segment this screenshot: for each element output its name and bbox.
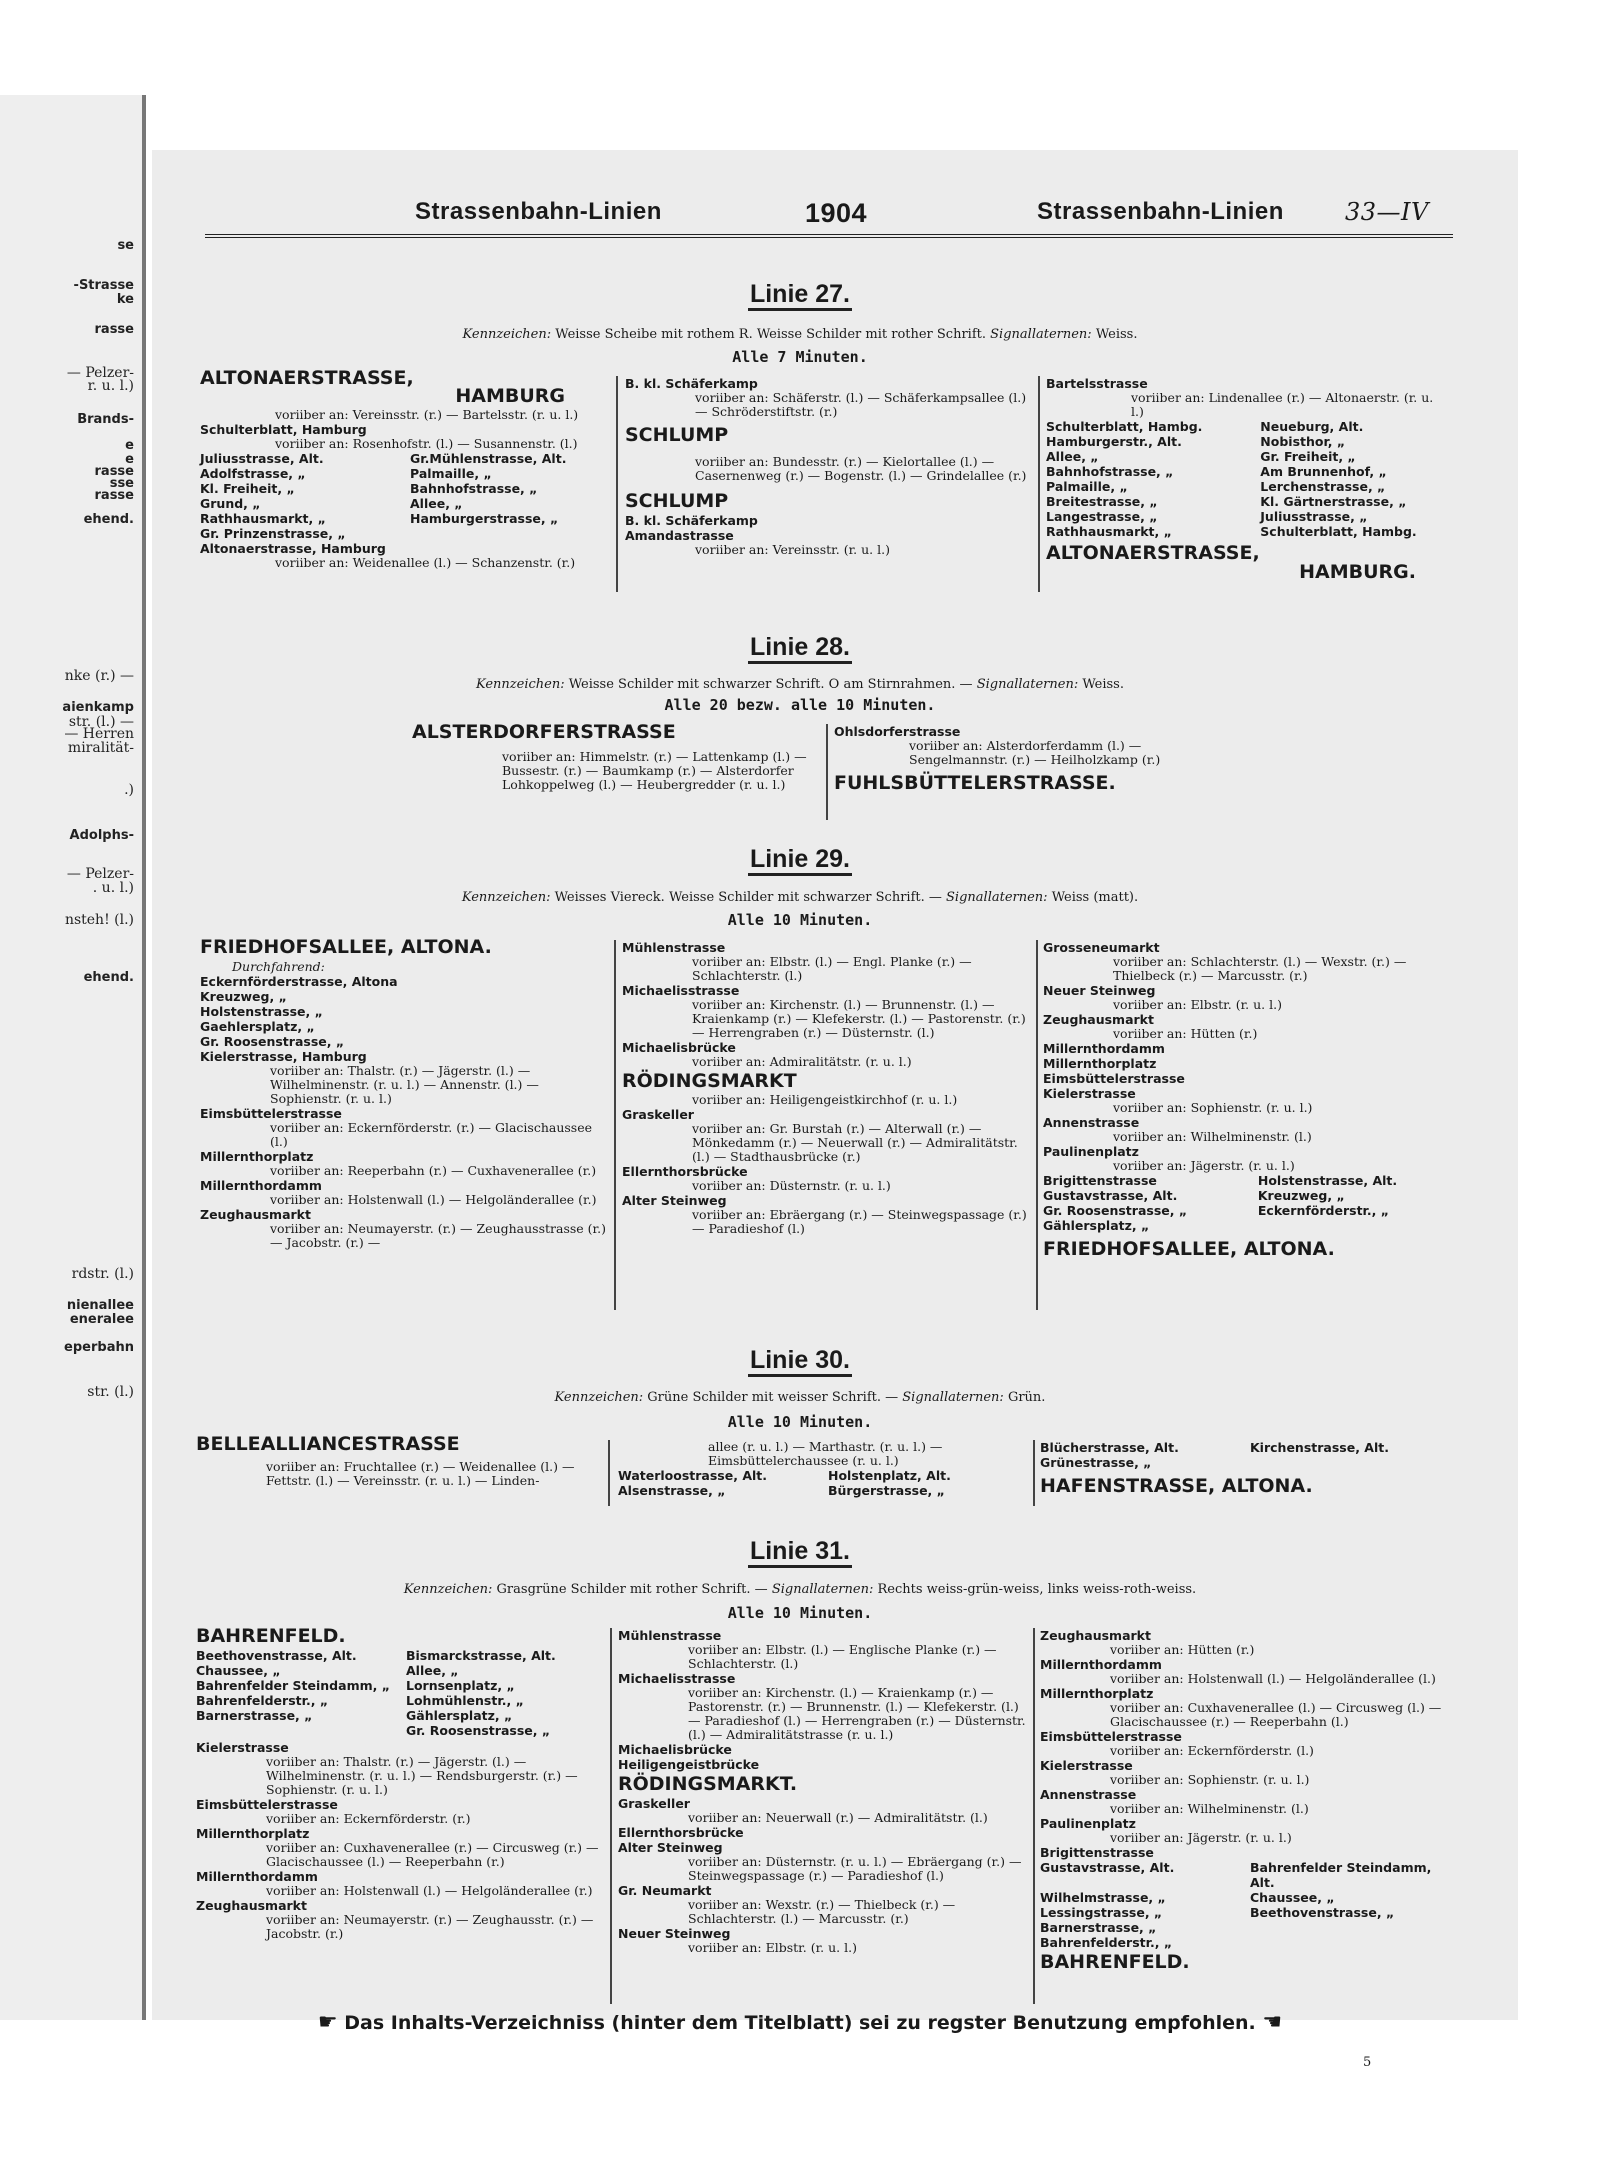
linie-28-col-2 bbox=[834, 724, 1234, 795]
grid-stop: Brigittenstrasse bbox=[1043, 1173, 1157, 1188]
stop: Eimsbüttelerstrasse bbox=[196, 1797, 338, 1812]
spine-fragment: sse bbox=[109, 476, 134, 491]
grid-stop: Gählersplatz, „ bbox=[406, 1708, 513, 1723]
linie-28-col-1 bbox=[412, 720, 822, 792]
stop: Grosseneumarkt bbox=[1043, 940, 1160, 955]
via: voriiber an: Elbstr. (r. u. l.) bbox=[688, 1940, 857, 1955]
column-rule bbox=[610, 1628, 612, 2004]
spine-fragment: r. u. l.) bbox=[87, 378, 134, 394]
start-station: ALSTERDORFERSTRASSE bbox=[412, 721, 676, 743]
via: voriiber an: Cuxhavenerallee (r.) — Circusweg (r.) — Glacischaussee (l.) — Reeperbahn (r.) bbox=[266, 1840, 599, 1869]
stop: Graskeller bbox=[622, 1107, 694, 1122]
linie-29-col-3 bbox=[1043, 940, 1453, 1261]
facing-page-fragment bbox=[0, 95, 146, 2020]
stop: Millernthorplatz bbox=[1043, 1056, 1157, 1071]
stop: Ellernthorsbrücke bbox=[622, 1164, 748, 1179]
grid-stop: Breitestrasse, „ bbox=[1046, 494, 1158, 509]
grid-stop: Barnerstrasse, „ bbox=[1040, 1920, 1157, 1935]
stop: Annenstrasse bbox=[1040, 1787, 1137, 1802]
stop: Kielerstrasse bbox=[196, 1740, 289, 1755]
stop: Zeughausmarkt bbox=[200, 1207, 311, 1222]
start-station: FRIEDHOFSALLEE, ALTONA. bbox=[200, 936, 492, 958]
via: voriiber an: Schäferstr. (l.) — Schäferkampsallee (l.) — Schröderstiftstr. (r.) bbox=[695, 390, 1027, 419]
spine-fragment: — Pelzer- bbox=[66, 866, 134, 882]
grid-stop: Beethovenstrasse, Alt. bbox=[196, 1648, 357, 1663]
spine-fragment: str. (l.) — bbox=[68, 714, 134, 730]
stop: Annenstrasse bbox=[1043, 1115, 1140, 1130]
linie-28-title: Linie 28. bbox=[0, 633, 1600, 662]
stop: Eimsbüttelerstrasse bbox=[200, 1106, 342, 1121]
grid-stop: Kl. Gärtnerstrasse, „ bbox=[1260, 494, 1407, 509]
spine-fragment: Brands- bbox=[77, 412, 134, 427]
spine-fragment: rasse bbox=[94, 322, 134, 337]
stop: Alter Steinweg bbox=[618, 1840, 723, 1855]
spine-fragment: — Herren bbox=[64, 726, 134, 742]
linie-30-col-2 bbox=[618, 1440, 1028, 1498]
grid-stop: Allee, „ bbox=[406, 1663, 459, 1678]
through-stop: Eckernförderstrasse, Altona bbox=[200, 974, 398, 989]
linie-30-kennzeichen: Kennzeichen: Grüne Schilder mit weisser Schrift. — Signallaternen: Grün. bbox=[554, 1390, 1046, 1405]
spine-fragment: eneralee bbox=[69, 1312, 134, 1327]
through-stop: Kreuzweg, „ bbox=[200, 989, 287, 1004]
grid-stop: Langestrasse, „ bbox=[1046, 509, 1158, 524]
via: voriiber an: Vereinsstr. (r.) — Bartelsstr. (r. u. l.) bbox=[275, 407, 579, 422]
via: voriiber an: Jägerstr. (r. u. l.) bbox=[1113, 1158, 1295, 1173]
via: voriiber an: Jägerstr. (r. u. l.) bbox=[1110, 1830, 1292, 1845]
grid-stop: Bismarckstrasse, Alt. bbox=[406, 1648, 556, 1663]
grid-stop: Palmaille, „ bbox=[410, 466, 492, 481]
stop: B. kl. Schäferkamp bbox=[625, 513, 758, 528]
stop: Michaelisbrücke bbox=[622, 1040, 736, 1055]
linie-27-col-2 bbox=[625, 376, 1030, 557]
via: voriiber an: Hütten (r.) bbox=[1113, 1026, 1258, 1041]
spine-fragment: ehend. bbox=[83, 512, 134, 527]
grid-stop bbox=[410, 526, 610, 541]
via: voriiber an: Elbstr. (l.) — Engl. Planke (r.) — Schlachterstr. (l.) bbox=[692, 954, 972, 983]
grid-stop bbox=[1258, 1218, 1453, 1233]
grid-stop: Chaussee, „ bbox=[1250, 1890, 1335, 1905]
grid-stop: Gr. Freiheit, „ bbox=[1260, 449, 1356, 464]
stop: Schulterblatt, Hamburg bbox=[200, 422, 367, 437]
station-bold: RÖDINGSMARKT bbox=[622, 1070, 797, 1092]
spine-fragment: nienallee bbox=[66, 1298, 134, 1313]
grid-stop: Holstenstrasse, Alt. bbox=[1257, 1173, 1398, 1188]
column-rule bbox=[608, 1440, 610, 1506]
via: voriiber an: Thalstr. (r.) — Jägerstr. (l.) — Wilhelminenstr. (r. u. l.) — Rendsburgerstr. (r.) — Sophienstr. (r. u. l.) bbox=[266, 1754, 578, 1797]
stop: Millernthordamm bbox=[1040, 1657, 1162, 1672]
through-stop: Kielerstrasse, Hamburg bbox=[200, 1049, 367, 1064]
stop: Brigittenstrasse bbox=[1040, 1845, 1154, 1860]
linie-31-col-2 bbox=[618, 1628, 1028, 1955]
spine-fragment: str. (l.) bbox=[87, 1384, 134, 1400]
stop: Millernthorplatz bbox=[200, 1149, 314, 1164]
stop: Millernthordamm bbox=[200, 1178, 322, 1193]
spine-fragment: .) bbox=[124, 782, 134, 798]
via: voriiber an: Gr. Burstah (r.) — Alterwall (r.) — Mönkedamm (r.) — Neuerwall (r.) — Admiralitätstr. (l.) — Stadthausbrücke (r.) bbox=[692, 1121, 1018, 1164]
header-year: 1904 bbox=[805, 198, 868, 228]
grid-stop: Hamburgerstrasse, „ bbox=[410, 511, 559, 526]
stop: Kielerstrasse bbox=[1040, 1758, 1133, 1773]
through-stop: Gr. Roosenstrasse, „ bbox=[200, 1034, 345, 1049]
grid-stop: Kl. Freiheit, „ bbox=[200, 481, 295, 496]
via: voriiber an: Holstenwall (l.) — Helgoländerallee (r.) bbox=[266, 1883, 593, 1898]
grid-stop: Lohmühlenstr., „ bbox=[406, 1693, 524, 1708]
via: voriiber an: Sophienstr. (r. u. l.) bbox=[1110, 1772, 1310, 1787]
station-bold: SCHLUMP bbox=[625, 490, 729, 512]
grid-stop: Palmaille, „ bbox=[1046, 479, 1128, 494]
grid-stop: Adolfstrasse, „ bbox=[200, 466, 306, 481]
grid-stop: Allee, „ bbox=[1046, 449, 1099, 464]
grid-stop: Barnerstrasse, „ bbox=[196, 1708, 313, 1723]
linie-27-kennzeichen: Kennzeichen: Weisse Scheibe mit rothem R. Weisse Schilder mit rother Schrift. Signallaternen: Weiss. bbox=[462, 327, 1138, 342]
stop: Millernthordamm bbox=[196, 1869, 318, 1884]
grid-stop: Lornsenplatz, „ bbox=[406, 1678, 515, 1693]
via: voriiber an: Wexstr. (r.) — Thielbeck (r.) — Schlachterstr. (l.) — Marcusstr. (r.) bbox=[688, 1897, 956, 1926]
start-station-city: HAMBURG bbox=[455, 385, 565, 407]
footer-text: Das Inhalts-Verzeichniss (hinter dem Titelblatt) sei zu regster Benutzung empfohlen. bbox=[344, 2012, 1256, 2034]
via: voriiber an: Eckernförderstr. (r.) bbox=[266, 1811, 471, 1826]
grid-stop: Rathhausmarkt, „ bbox=[200, 511, 326, 526]
grid-stop: Gr.Mühlenstrasse, Alt. bbox=[410, 451, 567, 466]
via: voriiber an: Holstenwall (l.) — Helgoländerallee (r.) bbox=[270, 1192, 597, 1207]
stop: Michaelisstrasse bbox=[618, 1671, 736, 1686]
column-rule bbox=[1033, 1440, 1035, 1506]
spine-fragment: rdstr. (l.) bbox=[71, 1266, 134, 1282]
spine-fragment: rasse bbox=[94, 464, 134, 479]
linie-27-frequency: Alle 7 Minuten. bbox=[732, 348, 868, 366]
station-bold: SCHLUMP bbox=[625, 424, 729, 446]
station-bold: RÖDINGSMARKT. bbox=[618, 1773, 798, 1795]
stop: Kielerstrasse bbox=[1043, 1086, 1136, 1101]
linie-30-col-3 bbox=[1040, 1440, 1450, 1498]
stop: Millernthorplatz bbox=[196, 1826, 310, 1841]
grid-stop: Juliusstrasse, „ bbox=[1260, 509, 1368, 524]
grid-stop: Bahnhofstrasse, „ bbox=[410, 481, 538, 496]
grid-stop bbox=[1250, 1935, 1450, 1950]
through-stop: Gaehlersplatz, „ bbox=[200, 1019, 315, 1034]
column-rule bbox=[826, 724, 828, 820]
grid-stop: Holstenplatz, Alt. bbox=[828, 1468, 951, 1483]
stop: B. kl. Schäferkamp bbox=[625, 376, 758, 391]
grid-stop: Kirchenstrasse, Alt. bbox=[1250, 1440, 1389, 1455]
stop-grid bbox=[1040, 1440, 1450, 1470]
through-stop: Holstenstrasse, „ bbox=[200, 1004, 323, 1019]
via: voriiber an: Rosenhofstr. (l.) — Susannenstr. (l.) bbox=[275, 436, 578, 451]
via: voriiber an: Düsternstr. (r. u. l.) — Ebräergang (r.) — Steinwegspassage (r.) — Paradieshof (l.) bbox=[688, 1854, 1022, 1883]
spine-fragment: nke (r.) — bbox=[64, 668, 134, 684]
stop: Zeughausmarkt bbox=[1043, 1012, 1154, 1027]
grid-stop: Alsenstrasse, „ bbox=[618, 1483, 726, 1498]
linie-29-frequency: Alle 10 Minuten. bbox=[727, 911, 873, 929]
stop-grid bbox=[1043, 1173, 1453, 1233]
stop: Ellernthorsbrücke bbox=[618, 1825, 744, 1840]
linie-31-col-1 bbox=[196, 1624, 606, 1941]
grid-stop: Eckernförderstr., „ bbox=[1257, 1203, 1389, 1218]
linie-31-title: Linie 31. bbox=[0, 1537, 1600, 1566]
grid-stop: Gr. Roosenstrasse, „ bbox=[406, 1723, 551, 1738]
via: voriiber an: Holstenwall (l.) — Helgoländerallee (l.) bbox=[1110, 1671, 1436, 1686]
via: voriiber an: Thalstr. (r.) — Jägerstr. (l.) — Wilhelminenstr. (r. u. l.) — Annenstr. (l.) — Sophienstr. (r. u. l.) bbox=[270, 1063, 539, 1106]
stop: Eimsbüttelerstrasse bbox=[1043, 1071, 1185, 1086]
stop: Millernthorplatz bbox=[1040, 1686, 1154, 1701]
end-station: FRIEDHOFSALLEE, ALTONA. bbox=[1043, 1238, 1335, 1260]
stop: Mühlenstrasse bbox=[622, 940, 726, 955]
durchfahrend-label: Durchfahrend: bbox=[232, 959, 325, 974]
stop-grid bbox=[1040, 1860, 1450, 1950]
grid-stop: Chaussee, „ bbox=[196, 1663, 281, 1678]
grid-stop: Am Brunnenhof, „ bbox=[1260, 464, 1387, 479]
via: voriiber an: Elbstr. (l.) — Englische Planke (r.) — Schlachterstr. (l.) bbox=[688, 1642, 997, 1671]
spine-fragment: se bbox=[117, 238, 134, 253]
end-station: ALTONAERSTRASSE, bbox=[1046, 542, 1260, 564]
spine-fragment: -Strasse bbox=[73, 278, 134, 293]
grid-stop: Wilhelmstrasse, „ bbox=[1040, 1890, 1166, 1905]
grid-stop: Bahrenfelder Steindamm, „ bbox=[196, 1678, 390, 1693]
spine-fragment: ehend. bbox=[83, 970, 134, 985]
via: voriiber an: Neumayerstr. (r.) — Zeughausstrasse (r.) — Jacobstr. (r.) — bbox=[270, 1221, 606, 1250]
stop: Amandastrasse bbox=[625, 528, 734, 543]
linie-28-kennzeichen: Kennzeichen: Weisse Schilder mit schwarzer Schrift. O am Stirnrahmen. — Signallaternen: Weiss. bbox=[475, 677, 1124, 692]
grid-stop: Lessingstrasse, „ bbox=[1040, 1905, 1163, 1920]
grid-stop: Bahrenfelderstr., „ bbox=[1040, 1935, 1173, 1950]
end-station: BAHRENFELD. bbox=[1040, 1951, 1190, 1973]
spine-fragment: — Pelzer- bbox=[66, 365, 134, 381]
linie-29-col-2 bbox=[622, 940, 1032, 1236]
via: voriiber an: Neumayerstr. (r.) — Zeughausstr. (r.) — Jacobstr. (r.) bbox=[266, 1912, 594, 1941]
linie-31-frequency: Alle 10 Minuten. bbox=[727, 1604, 873, 1622]
end-station: FUHLSBÜTTELERSTRASSE. bbox=[834, 772, 1116, 794]
stop: Mühlenstrasse bbox=[618, 1628, 722, 1643]
linie-30-col-1 bbox=[196, 1432, 606, 1488]
grid-stop: Allee, „ bbox=[410, 496, 463, 511]
stop: Millernthordamm bbox=[1043, 1041, 1165, 1056]
via: voriiber an: Bundesstr. (r.) — Kielortallee (l.) — Casernenweg (r.) — Bogenstr. (l.) — Grindelallee (r.) bbox=[695, 454, 1027, 483]
linie-27-col-3 bbox=[1046, 376, 1446, 584]
grid-stop: Beethovenstrasse, „ bbox=[1250, 1905, 1395, 1920]
stop: Michaelisbrücke bbox=[618, 1742, 732, 1757]
grid-stop: Kreuzweg, „ bbox=[1257, 1188, 1345, 1203]
grid-stop: Lerchenstrasse, „ bbox=[1260, 479, 1386, 494]
grid-stop: Gählersplatz, „ bbox=[1043, 1218, 1150, 1233]
grid-stop: Schulterblatt, Hambg. bbox=[1046, 419, 1203, 434]
stop: Neuer Steinweg bbox=[618, 1926, 731, 1941]
via: voriiber an: Wilhelminenstr. (l.) bbox=[1113, 1129, 1312, 1144]
via: voriiber an: Alsterdorferdamm (l.) — Sengelmannstr. (r.) — Heilholzkamp (r.) bbox=[909, 738, 1161, 767]
via: voriiber an: Vereinsstr. (r. u. l.) bbox=[695, 542, 890, 557]
grid-stop: Bahrenfelder Steindamm, Alt. bbox=[1250, 1860, 1432, 1890]
grid-stop bbox=[1250, 1455, 1450, 1470]
stop: Bartelsstrasse bbox=[1046, 376, 1148, 391]
via: voriiber an: Eckernförderstr. (l.) bbox=[1110, 1743, 1314, 1758]
stop: Paulinenplatz bbox=[1043, 1144, 1139, 1159]
spine-fragment: miralität- bbox=[67, 740, 134, 756]
grid-stop: Gustavstrasse, Alt. bbox=[1043, 1188, 1178, 1203]
linie-27-col-1 bbox=[200, 366, 610, 570]
linie-28-frequency: Alle 20 bezw. alle 10 Minuten. bbox=[664, 696, 936, 714]
column-rule bbox=[614, 940, 616, 1310]
via: voriiber an: Weidenallee (l.) — Schanzenstr. (r.) bbox=[275, 555, 576, 570]
via: voriiber an: Ebräergang (r.) — Steinwegspassage (r.) — Paradieshof (l.) bbox=[692, 1207, 1027, 1236]
via: voriiber an: Elbstr. (r. u. l.) bbox=[1113, 997, 1282, 1012]
grid-stop: Nobisthor, „ bbox=[1260, 434, 1346, 449]
via: voriiber an: Wilhelminenstr. (l.) bbox=[1110, 1801, 1309, 1816]
grid-stop: Bürgerstrasse, „ bbox=[828, 1483, 945, 1498]
spine-fragment: Adolphs- bbox=[69, 828, 134, 843]
spine-fragment: . u. l.) bbox=[92, 880, 134, 896]
stop: Ohlsdorferstrasse bbox=[834, 724, 961, 739]
grid-stop: Gr. Roosenstrasse, „ bbox=[1043, 1203, 1188, 1218]
grid-stop: Bahnhofstrasse, „ bbox=[1046, 464, 1174, 479]
grid-stop: Schulterblatt, Hambg. bbox=[1260, 524, 1417, 539]
footer-note bbox=[0, 2010, 1600, 2035]
spine-fragment: ke bbox=[116, 292, 134, 307]
linie-30-frequency: Alle 10 Minuten. bbox=[727, 1413, 873, 1431]
running-header bbox=[205, 196, 1453, 238]
via: voriiber an: Schlachterstr. (l.) — Wexstr. (r.) — Thielbeck (r.) — Marcusstr. (r.) bbox=[1113, 954, 1407, 983]
end-station-city: HAMBURG. bbox=[1299, 561, 1416, 583]
header-left: Strassenbahn-Linien bbox=[415, 198, 662, 225]
spine-fragment: aienkamp bbox=[62, 700, 134, 715]
stop: Michaelisstrasse bbox=[622, 983, 740, 998]
page-number: 33—IV bbox=[1345, 198, 1429, 226]
spine-fragment: eperbahn bbox=[64, 1340, 134, 1355]
grid-stop bbox=[196, 1723, 396, 1738]
linie-31-col-3 bbox=[1040, 1628, 1450, 1974]
linie-29-col-1 bbox=[200, 935, 610, 1250]
spine-fragment: e bbox=[125, 438, 134, 453]
stop: Graskeller bbox=[618, 1796, 690, 1811]
stop: Alter Steinweg bbox=[622, 1193, 727, 1208]
start-station: BELLEALLIANCESTRASSE bbox=[196, 1433, 460, 1455]
linie-29-title: Linie 29. bbox=[0, 845, 1600, 874]
via: voriiber an: Lindenallee (r.) — Altonaerstr. (r. u. l.) bbox=[1131, 390, 1434, 419]
pointing-hand-left-icon: ☚ bbox=[1262, 2010, 1283, 2035]
via: voriiber an: Cuxhavenerallee (l.) — Circusweg (l.) — Glacischaussee (r.) — Reeperbahn (l.) bbox=[1110, 1700, 1442, 1729]
spine-fragment: rasse bbox=[94, 488, 134, 503]
stop: Altonaerstrasse, Hamburg bbox=[200, 541, 386, 556]
column-rule bbox=[1038, 376, 1040, 592]
stop-grid bbox=[196, 1648, 606, 1738]
stop: Zeughausmarkt bbox=[1040, 1628, 1151, 1643]
header-right: Strassenbahn-Linien bbox=[1037, 198, 1284, 225]
stop-grid bbox=[200, 451, 610, 541]
grid-stop: Gr. Prinzenstrasse, „ bbox=[200, 526, 346, 541]
via: voriiber an: Neuerwall (r.) — Admiralitätstr. (l.) bbox=[688, 1810, 988, 1825]
stop-list bbox=[200, 974, 610, 1064]
grid-stop: Juliusstrasse, Alt. bbox=[200, 451, 324, 466]
sheet-mark: 5 bbox=[1363, 2055, 1372, 2070]
via: voriiber an: Hütten (r.) bbox=[1110, 1642, 1255, 1657]
linie-29-kennzeichen: Kennzeichen: Weisses Viereck. Weisse Schilder mit schwarzer Schrift. — Signallaternen: Weiss (matt). bbox=[461, 890, 1139, 905]
via: voriiber an: Admiralitätstr. (r. u. l.) bbox=[692, 1054, 912, 1069]
stop-grid bbox=[1046, 419, 1446, 539]
linie-30-title: Linie 30. bbox=[0, 1346, 1600, 1375]
stop: Neuer Steinweg bbox=[1043, 983, 1156, 998]
linie-27-title: Linie 27. bbox=[0, 280, 1600, 309]
start-station: ALTONAERSTRASSE, bbox=[200, 367, 414, 389]
spine-fragment: nsteh! (l.) bbox=[64, 912, 134, 928]
start-station: BAHRENFELD. bbox=[196, 1625, 346, 1647]
stop: Zeughausmarkt bbox=[196, 1898, 307, 1913]
stop: Eimsbüttelerstrasse bbox=[1040, 1729, 1182, 1744]
column-rule bbox=[1036, 940, 1038, 1310]
stop: Heiligengeistbrücke bbox=[618, 1757, 760, 1772]
grid-stop: Bahrenfelderstr., „ bbox=[196, 1693, 329, 1708]
stop: Paulinenplatz bbox=[1040, 1816, 1136, 1831]
pointing-hand-icon: ☛ bbox=[317, 2010, 338, 2035]
via: allee (r. u. l.) — Marthastr. (r. u. l.) — Eimsbüttelerchaussee (r. u. l.) bbox=[708, 1439, 943, 1468]
via: voriiber an: Sophienstr. (r. u. l.) bbox=[1113, 1100, 1313, 1115]
stop: Gr. Neumarkt bbox=[618, 1883, 712, 1898]
spine-fragment: e bbox=[125, 452, 134, 467]
stop-grid bbox=[618, 1468, 1028, 1498]
via: voriiber an: Kirchenstr. (l.) — Brunnenstr. (l.) — Kraienkamp (r.) — Klefekerstr. (l.) — Pastorenstr. (r.) — Herrengraben (r.) — Düsternstr. (l.) bbox=[692, 997, 1026, 1040]
column-rule bbox=[1033, 1628, 1035, 2004]
via: voriiber an: Heiligengeistkirchhof (r. u. l.) bbox=[692, 1092, 958, 1107]
via: voriiber an: Eckernförderstr. (r.) — Glacischaussee (l.) bbox=[270, 1120, 593, 1149]
grid-stop: Rathhausmarkt, „ bbox=[1046, 524, 1172, 539]
grid-stop: Neueburg, Alt. bbox=[1260, 419, 1364, 434]
grid-stop: Grünestrasse, „ bbox=[1040, 1455, 1152, 1470]
grid-stop: Blücherstrasse, Alt. bbox=[1040, 1440, 1179, 1455]
grid-stop: Grund, „ bbox=[200, 496, 261, 511]
via: voriiber an: Kirchenstr. (l.) — Kraienkamp (r.) — Pastorenstr. (r.) — Brunnenstr. (l.) — Klefekerstr. (l.) — Paradieshof (l.) — Herrengraben (r.) — Düsternstr. (l.) — Admiralitätstrasse (r. u. l.) bbox=[688, 1685, 1026, 1742]
grid-stop: Hamburgerstr., Alt. bbox=[1046, 434, 1182, 449]
grid-stop bbox=[1250, 1920, 1450, 1935]
via: voriiber an: Düsternstr. (r. u. l.) bbox=[692, 1178, 891, 1193]
column-rule bbox=[616, 376, 618, 592]
grid-stop: Waterloostrasse, Alt. bbox=[618, 1468, 768, 1483]
via: voriiber an: Fruchtallee (r.) — Weidenallee (l.) — Fettstr. (l.) — Vereinsstr. (r. u. l.) — Linden- bbox=[266, 1459, 575, 1488]
via: voriiber an: Himmelstr. (r.) — Lattenkamp (l.) — Bussestr. (r.) — Baumkamp (r.) — Alsterdorfer Lohkoppelweg (l.) — Heubergredder (r. u. l.) bbox=[502, 749, 807, 792]
grid-stop: Gustavstrasse, Alt. bbox=[1040, 1860, 1175, 1875]
via: voriiber an: Reeperbahn (r.) — Cuxhavenerallee (r.) bbox=[270, 1163, 597, 1178]
end-station: HAFENSTRASSE, ALTONA. bbox=[1040, 1475, 1313, 1497]
linie-31-kennzeichen: Kennzeichen: Grasgrüne Schilder mit rother Schrift. — Signallaternen: Rechts weiss-grün-weiss, links weiss-roth-weiss. bbox=[403, 1582, 1197, 1597]
